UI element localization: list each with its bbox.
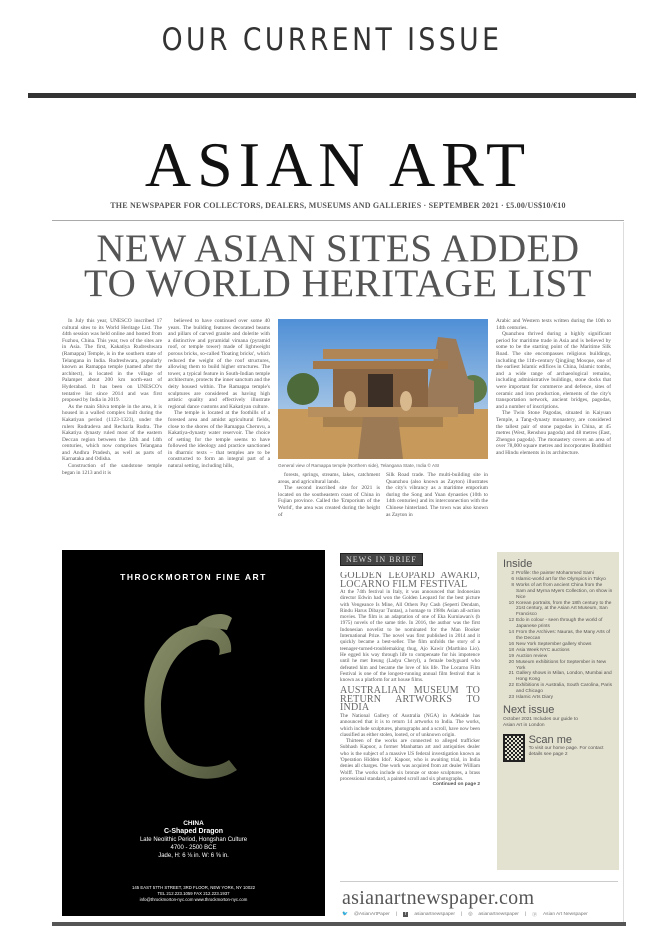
twitter-link[interactable]: @AsianArtPaper — [353, 912, 390, 917]
inside-item-text: Islamic Arts Diary — [516, 695, 554, 701]
inside-item-text: Works of art from ancient China from the Sam and Myrna Myers Collection, on show in Nice — [516, 582, 613, 600]
article-column — [496, 318, 611, 540]
inside-page-number: 10 — [508, 600, 514, 606]
inside-page-number: 2 — [511, 571, 514, 576]
inside-item — [503, 601, 613, 619]
tagline: THE NEWSPAPER FOR COLLECTORS, DEALERS, MUSEUMS AND GALLERIES · SEPTEMBER 2021 · £5.00/US$10/€10 — [110, 201, 566, 210]
inside-page-number: 12 — [508, 618, 514, 624]
twitter-icon: 🐦 — [342, 912, 348, 917]
paragraph: As the main Shiva temple in the area, it is housed in a walled complex built during the Kakatiyan period (1123-1323), under the rulers Rudradeva and Recharla Rudra. The Kakatiya dynasty ruled most of the eastern Deccan region between the 12th and 14th centuries, which now comprises Telangana and Andhra Pradesh, as well as parts of Karnataka and Odisha. — [62, 403, 162, 463]
ad-country: CHINA — [183, 820, 204, 827]
continued-note: Continued on page 2 — [432, 782, 480, 788]
paragraph: The Twin Stone Pagodas, situated in Kaiyuan Temple, a Tang-dynasty monastery, are considered the tallest pair of stone pagodas in China, at 45 metres (West, Renshou pagoda) and 48 metres (East, Zhenguo pagoda). The monastery covers an area of over 78,000 square metres and incorporates Buddhist and Hindu elements in its architecture. — [496, 410, 611, 456]
inside-list — [503, 571, 613, 701]
pinterest-icon: ⓟ — [532, 913, 537, 918]
inside-page-number: 20 — [508, 659, 514, 665]
temple-photo — [278, 319, 488, 459]
inside-item-text: Korean portraits, from the 18th century to the 21st century, at the Asian Art Museum, San Francisco — [516, 600, 612, 618]
inside-item — [503, 618, 613, 630]
news-headline: AUSTRALIAN MUSEUM TO RETURN ARTWORKS TO INDIA — [340, 685, 480, 714]
paragraph: At the 74th festival in Italy, it was announced that Indonesian director Edwin had won the Golden Leopard for the best picture with Vengeance Is Mine, All Others Pay Cash (Seperti Dendam, Rindu Harus Dibayar Tuntas), a homage to 1980s Asian all-action movies. The film is an adaptation of one of Eka Kurniawan's (b 1975) novels of the same title. In 2016, the author was the first Indonesian novelist to be nominated for the Man Booker International Prize. The novel was first published in 2014 and it quickly became a best-seller. The film unfolds the story of a teenager-turned-troublemaking thug, Ajo Kawir (Marthino Lio). He egged his way through life to compensate for his impotence until he met Iteung (Ladya Cheryl), a female bodyguard who defeated him and became the love of his life. The Locarno Film Festival is one of the longest-running annual film festival that is known as a platform for art house films. — [340, 589, 480, 684]
inside-item — [503, 660, 613, 672]
article-column — [386, 472, 488, 540]
inside-item — [503, 630, 613, 642]
inside-page-number: 14 — [508, 630, 514, 636]
ad-object-info — [62, 820, 325, 860]
inside-item-text: Auction review — [516, 653, 548, 659]
newspaper-cover[interactable] — [52, 125, 624, 933]
inside-item — [503, 683, 613, 695]
headline — [52, 227, 624, 305]
advertisement[interactable] — [62, 550, 325, 916]
paragraph: Arabic and Western texts written during the 10th to 14th centuries. — [496, 318, 611, 331]
ad-address: 145 EAST 57TH STREET, 3RD FLOOR, NEW YORK, NY 10022 — [132, 885, 255, 890]
photo-caption: General view of Ramappa temple (Northern side), Telangana State, India © ASI — [278, 463, 440, 468]
inside-page-number: 18 — [508, 647, 514, 653]
paragraph: Thirteen of the works are connected to alleged trafficker Subhash Kapoor, a former Manhattan art and antiquities dealer who is the subject of a massive US federal investigation known as 'Operation Hidden Idol'. Kapoor, who is awaiting trial, in India denies all charges. One work was acquired from art dealer William Wolff. The works include six bronze or stone sculptures, a brass processional standard, a painted scroll and six photographs. — [340, 738, 480, 782]
inside-item — [503, 583, 613, 601]
article-column — [62, 318, 162, 540]
divider — [28, 93, 636, 98]
inside-page-number: 6 — [511, 576, 514, 582]
inside-box — [497, 552, 619, 870]
social-links: 🐦 @AsianArtPaper | f asianartnewspaper | ◎ asianartnewspaper | ⓟ Asian Art Newspaper — [342, 912, 588, 918]
paragraph: Silk Road trade. The multi-building site in Quanzhou (also known as Zayton) illustrates the city's vibrancy as a maritime emporium during the Song and Yuan dynasties (10th to 14th centuries) and its interconnection with the Chinese hinterland. The town was also known as Zayton in — [386, 472, 488, 518]
inside-item-text: Museum exhibitions for September in New York — [516, 659, 607, 671]
website-link[interactable]: asianartnewspaper.com — [342, 887, 535, 909]
ad-date: 4700 - 2500 BCE — [170, 845, 217, 851]
facebook-icon: f — [405, 912, 407, 917]
inside-item-text: Asia Week NYC auctions — [516, 647, 570, 653]
instagram-link[interactable]: asianartnewspaper — [478, 912, 519, 917]
news-headline: GOLDEN LEOPARD AWARD, LOCARNO FILM FESTIVAL — [340, 572, 480, 590]
ad-period: Late Neolithic Period, Hongshan Culture — [139, 837, 248, 843]
ad-contact — [62, 885, 325, 903]
paragraph: Quanzhou thrived during a highly significant period for maritime trade in Asia and is believed by some to be the starting point of the Maritime Silk Road. The site encompasses religious buildings, including the 11th-century Qingjing Mosque, one of the earliest Islamic edifices in China, Islamic tombs, and a wide range of archaeological remains, including administrative buildings, stone docks that were important for commerce and defence, sites of ceramic and iron production, elements of the city's transportation network, ancient bridges, pagodas, and a number of inscriptions. — [496, 331, 611, 410]
inside-item-text: Islamic-world art for the Olympics in Tokyo — [516, 576, 606, 582]
ad-dimensions: Jade, H: 6 ⅛ in. W: 6 ⅝ in. — [158, 853, 229, 859]
inside-item — [503, 671, 613, 683]
scan-text: To visit our home page. For contact details see page 2 — [528, 745, 604, 757]
inside-item-text: Gallery shows in Milan, London, Mumbai and Hong Kong — [516, 671, 612, 683]
divider — [52, 220, 624, 221]
jade-dragon-image — [127, 610, 267, 800]
paragraph: believed to have continued over some 40 years. The building features decorated beams and pillars of carved granite and dolerite with a distinctive and pyramidal vimana (pyramid roof, or temple tower) made of lightweight porous bricks, so-called 'floating bricks', which reduced the weight of the roof structures, allowing them to build higher structures. The tower, a typical feature in South-Indian temple architecture, protects the inner sanctum and the deity housed within. The Ramappa temple's sculptures are considered as having high artistic quality and effectively illustrate regional dance customs and Kakatiyan culture. — [168, 318, 270, 410]
headline-line: TO WORLD HERITAGE LIST — [84, 262, 592, 305]
inside-item-text: From the Archives: Nauras, the Many Arts of the Deccan — [516, 630, 611, 641]
inside-item-text: New York September gallery shows — [516, 641, 592, 647]
paragraph: The National Gallery of Australia (NGA) in Adelaide has announced that it is to return 14 artworks to India. The works, which include sculptures, photographs and a scroll, have now been classified as either stolen, looted, or of unknown origin. — [340, 712, 480, 738]
news-in-brief — [340, 572, 480, 882]
next-issue-title: Next issue — [503, 703, 555, 716]
ad-brand: THROCKMORTON FINE ART — [120, 572, 267, 582]
inside-item — [503, 695, 613, 701]
paragraph: The temple is located at the foothills of a forested area and amidst agricultural fields, close to the shores of the Ramappa Cheruvu, a Kakatiya-dynasty water reservoir. The choice of setting for the temple seems to have followed the ideology and practice sanctioned in dharmic texts – that temples are to be constructed to form an integral part of a natural setting, including hills, — [168, 410, 270, 470]
news-in-brief-label: NEWS IN BRIEF — [340, 553, 423, 566]
pinterest-link[interactable]: Asian Art Newspaper — [542, 912, 588, 917]
inside-page-number: 16 — [508, 641, 514, 647]
paragraph: In July this year, UNESCO inscribed 17 cultural sites to its World Heritage List. The 44th session was held online and hosted from Fuzhou, China. This year, two of the sites are in Asia. The first, Kakatiya Rudreshwara (Ramappa) Temple, is in the southern state of Telangana in India. Rudreshwara, popularly known as Ramappa temple (named after the architect), is located in the village of Palampet about 200 km north-east of Hyderabad. It has been on UNESCO's tentative list since 2014 and was first proposed by India in 2019. — [62, 318, 162, 404]
paragraph: The second inscribed site for 2021 is located on the southeastern coast of China in Fujian province. Called the 'Emporium of the World', the area was created during the height of — [278, 485, 380, 518]
paragraph: Construction of the sandstone temple began in 1213 and it is — [62, 463, 162, 476]
inside-item-text: Exhibitions in Australia, South Carolina, Paris and Chicago — [516, 683, 612, 695]
inside-page-number: 21 — [508, 671, 514, 677]
facebook-link[interactable]: asianartnewspaper — [414, 912, 455, 917]
ad-web: info@throckmorton-nyc.com www.throckmorton-nyc.com — [139, 897, 248, 902]
qr-code-icon[interactable] — [503, 734, 525, 762]
headline-line: NEW ASIAN SITES ADDED — [96, 227, 580, 270]
inside-page-number: 22 — [508, 683, 514, 689]
divider — [52, 922, 626, 926]
inside-page-number: 19 — [508, 653, 514, 659]
divider — [340, 881, 618, 882]
paragraph: forests, springs, streams, lakes, catchment areas, and agricultural lands. — [278, 472, 380, 485]
article-column — [168, 318, 270, 540]
inside-page-number: 23 — [508, 695, 514, 701]
inside-item-text: Profile: the painter Mohammed Sami — [516, 571, 594, 576]
ad-object-title: C-Shaped Dragon — [163, 828, 224, 835]
article-column — [278, 472, 380, 540]
inside-item-text: Edo in colour - seen through the world of Japanese prints — [516, 618, 603, 630]
inside-title: Inside — [503, 558, 533, 570]
masthead: ASIAN ART — [144, 129, 532, 200]
ad-phone: TEL 212.223.1059 FAX 212.223.1937 — [157, 891, 230, 896]
instagram-icon: ◎ — [468, 912, 473, 917]
scan-title: Scan me — [528, 733, 572, 746]
inside-page-number: 8 — [511, 582, 514, 588]
page-title: OUR CURRENT ISSUE — [161, 22, 503, 58]
next-issue-text: October 2021 Includes our guide to Asian Art in London — [503, 716, 578, 728]
